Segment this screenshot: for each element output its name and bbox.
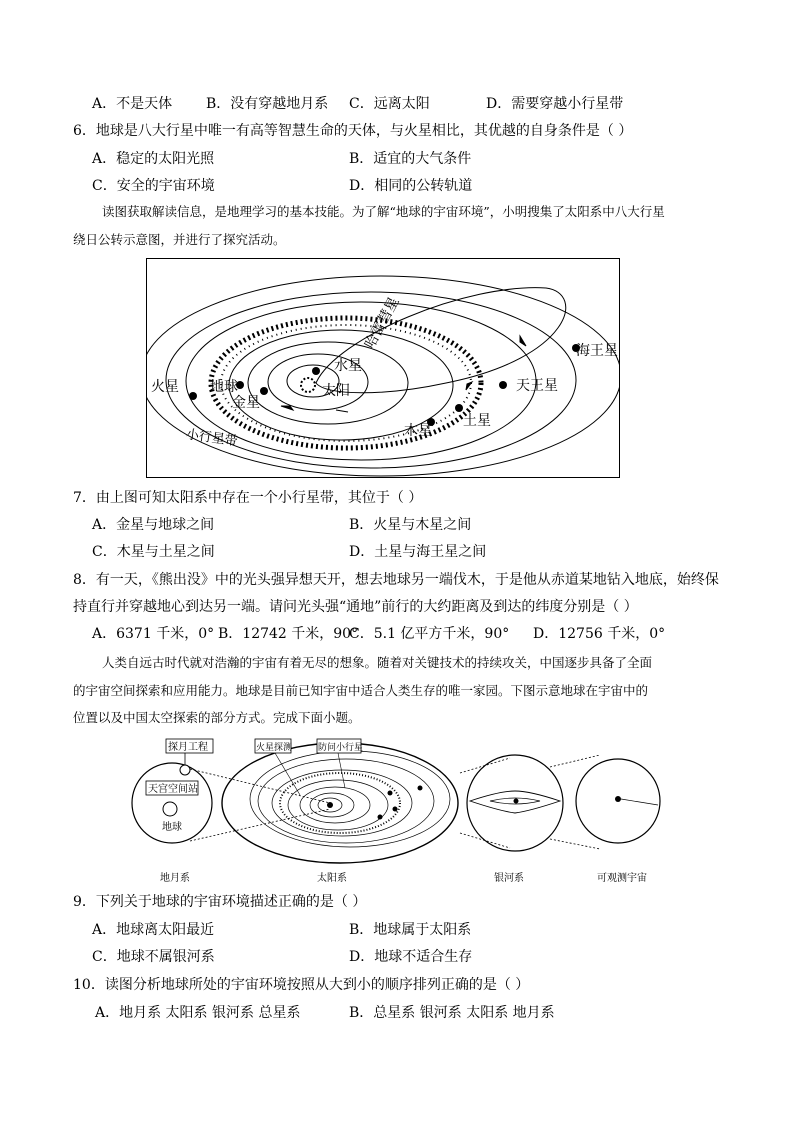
neptune-label: 海王星: [576, 343, 618, 359]
mercury-icon: [312, 367, 320, 375]
q10-stem: 10．读图分析地球所处的宇宙环境按照从大到小的顺序排列正确的是（ ）: [73, 977, 530, 993]
intro2-line3: 位置以及中国太空探索的部分方式。完成下面小题。: [73, 710, 361, 725]
uranus-icon: [499, 381, 507, 389]
q8-stem-line1: 8．有一天，《熊出没》中的光头强异想天开，想去地球另一端伐木，于是他从赤道某地钻入地底，始终保: [73, 572, 719, 588]
saturn-icon: [455, 404, 463, 412]
q10-option-b: B．总星系 银河系 太阳系 地月系: [349, 1005, 555, 1021]
universe-caption: 可观测宇宙: [597, 873, 647, 884]
earth-circle-icon: [163, 802, 177, 816]
q7-option-c: C．木星与土星之间: [92, 544, 215, 560]
sun-label: 太阳: [322, 383, 350, 399]
solar-system-figure: [146, 258, 620, 478]
asteroid-belt-label: 小行星带: [184, 427, 239, 450]
q6-option-d: D．相同的公转轨道: [349, 178, 473, 194]
mercury-label: 水星: [334, 358, 362, 374]
mars-probe-label: 火星探测: [256, 743, 293, 753]
q9-option-b: B．地球属于太阳系: [349, 922, 472, 938]
sun-icon: [301, 378, 315, 392]
earth-moon-caption: 地月系: [160, 873, 190, 884]
q8-option-b: B．12742 千米，90°: [218, 626, 359, 642]
q7-stem: 7．由上图可知太阳系中存在一个小行星带，其位于（ ）: [73, 490, 423, 506]
intro2-line2: 的宇宙空间探索和应用能力。地球是目前已知宇宙中适合人类生存的唯一家园。下图示意地球在宇宙中的: [73, 683, 649, 698]
q10-option-a: A．地月系 太阳系 银河系 总星系: [95, 1005, 301, 1021]
q5-option-b: B．没有穿越地月系: [206, 96, 329, 112]
mars-icon: [189, 392, 197, 400]
uranus-label: 天王星: [516, 378, 558, 394]
intro2-line1: 人类自远古时代就对浩瀚的宇宙有着无尽的想象。随着对关键技术的持续攻关，中国逐步具备了全面: [102, 655, 653, 670]
q7-option-b: B．火星与木星之间: [349, 517, 472, 533]
q9-option-a: A．地球离太阳最近: [92, 922, 215, 938]
galaxy-caption: 银河系: [494, 873, 524, 884]
solar-system-caption: 太阳系: [317, 873, 347, 884]
q6-option-b: B．适宜的大气条件: [349, 151, 472, 167]
earth-small-label: 地球: [162, 822, 182, 833]
q6-stem: 6．地球是八大行星中唯一有高等智慧生命的天体，与火星相比，其优越的自身条件是（ ）: [73, 123, 633, 139]
tiangong-label: 天宫空间站: [148, 784, 198, 795]
q6-option-c: C．安全的宇宙环境: [92, 178, 215, 194]
q8-option-a: A．6371 千米，0°: [92, 626, 215, 642]
q9-option-c: C．地球不属银河系: [92, 949, 215, 965]
q7-option-d: D．土星与海王星之间: [349, 544, 487, 560]
q8-stem-line2: 持直行并穿越地心到达另一端。请问光头强“通地”前行的大约距离及到达的纬度分别是（ ）: [73, 599, 638, 615]
earth-label: 地球: [210, 379, 238, 395]
q8-option-c: C．5.1 亿平方千米，90°: [349, 626, 510, 642]
mars-label: 火星: [151, 379, 179, 395]
q5-option-a: A．不是天体: [92, 96, 173, 112]
lunar-project-label: 探月工程: [168, 742, 208, 753]
asteroid-visit-label: 防问小行星: [318, 743, 364, 753]
q8-option-d: D．12756 千米，0°: [533, 626, 666, 642]
q9-option-d: D．地球不适合生存: [349, 949, 473, 965]
q9-stem: 9．下列关于地球的宇宙环境描述正确的是（ ）: [73, 894, 367, 910]
universe-hierarchy-figure: [130, 733, 665, 888]
intro1-line1: 读图获取解读信息，是地理学习的基本技能。为了解“地球的宇宙环境”，小明搜集了太阳系中八大行星: [102, 204, 665, 219]
halley-comet-label: 哈雷彗星: [362, 294, 403, 352]
q7-option-a: A．金星与地球之间: [92, 517, 215, 533]
venus-icon: [260, 387, 268, 395]
q6-option-a: A．稳定的太阳光照: [92, 151, 215, 167]
venus-label: 金星: [232, 395, 260, 411]
intro1-line2: 绕日公转示意图，并进行了探究活动。: [73, 232, 286, 247]
q5-option-c: C．远离太阳: [349, 96, 430, 112]
q5-option-d: D．需要穿越小行星带: [486, 96, 624, 112]
moon-icon: [180, 765, 190, 775]
jupiter-label: 木星: [404, 423, 432, 439]
saturn-label: 土星: [463, 413, 491, 429]
